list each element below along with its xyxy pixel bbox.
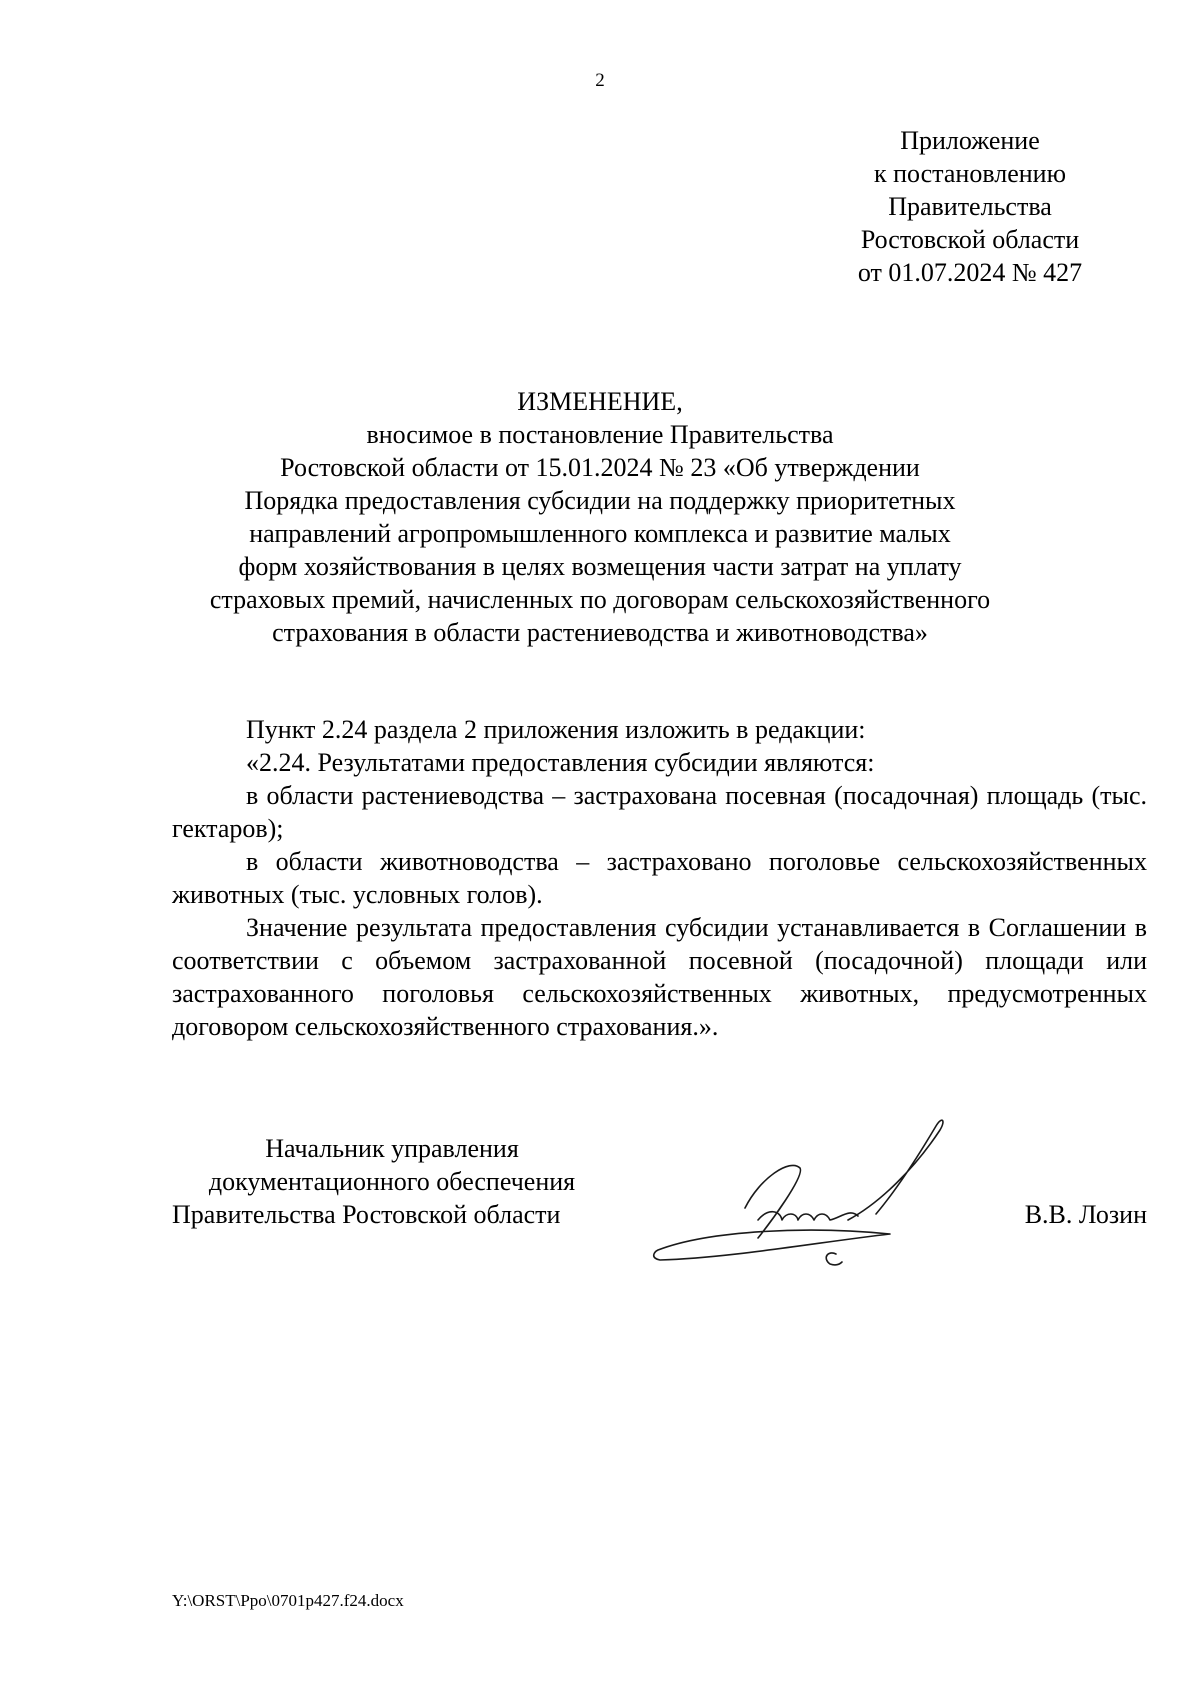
appendix-line: к постановлению: [873, 159, 1067, 188]
body-paragraph: «2.24. Результатами предоставления субсидии являются:: [246, 748, 875, 777]
heading-line: страхования в области растениеводства и животноводства»: [272, 618, 928, 647]
file-path: Y:\ORST\Ppo\0701p427.f24.docx: [172, 1591, 404, 1610]
signer-position: [172, 1132, 612, 1231]
heading-line: Порядка предоставления субсидии на поддержку приоритетных: [244, 486, 956, 515]
signer-position-line: Начальник управления: [265, 1134, 519, 1163]
document-body: [172, 713, 1147, 1043]
document-heading: [150, 385, 1050, 649]
heading-line: Ростовской области от 15.01.2024 № 23 «Об утверждении: [280, 453, 920, 482]
heading-line: страховых премий, начисленных по договорам сельскохозяйственного: [209, 585, 991, 614]
body-paragraph: Значение результата предоставления субсидии устанавливается в Соглашении в соответствии с объемом застрахованной посевной (посадочной) площади или застрахованного поголовья сельскохозяйственных животных, предусмотренных договором сельскохозяйственного страхования.».: [172, 913, 1147, 1041]
appendix-line: от 01.07.2024 № 427: [857, 258, 1083, 287]
body-paragraph: Пункт 2.24 раздела 2 приложения изложить в редакции:: [246, 715, 866, 744]
handwritten-signature: [650, 1108, 980, 1278]
heading-line: вносимое в постановление Правительства: [366, 420, 834, 449]
appendix-line: Ростовской области: [860, 225, 1080, 254]
appendix-block: [800, 124, 1140, 289]
signer-name: В.В. Лозин: [1024, 1200, 1147, 1229]
heading-line: форм хозяйствования в целях возмещения части затрат на уплату: [238, 552, 962, 581]
heading-title: ИЗМЕНЕНИЕ,: [517, 387, 683, 416]
signer-position-line: документационного обеспечения: [208, 1167, 576, 1196]
heading-line: направлений агропромышленного комплекса и развитие малых: [249, 519, 951, 548]
page-number: 2: [595, 70, 605, 91]
signer-position-line: Правительства Ростовской области: [172, 1200, 561, 1229]
appendix-line: Приложение: [900, 126, 1040, 155]
appendix-line: Правительства: [888, 192, 1052, 221]
body-paragraph: в области растениеводства – застрахована посевная (посадочная) площадь (тыс. гектаров);: [172, 781, 1147, 843]
body-paragraph: в области животноводства – застраховано поголовье сельскохозяйственных животных (тыс. условных голов).: [172, 847, 1147, 909]
